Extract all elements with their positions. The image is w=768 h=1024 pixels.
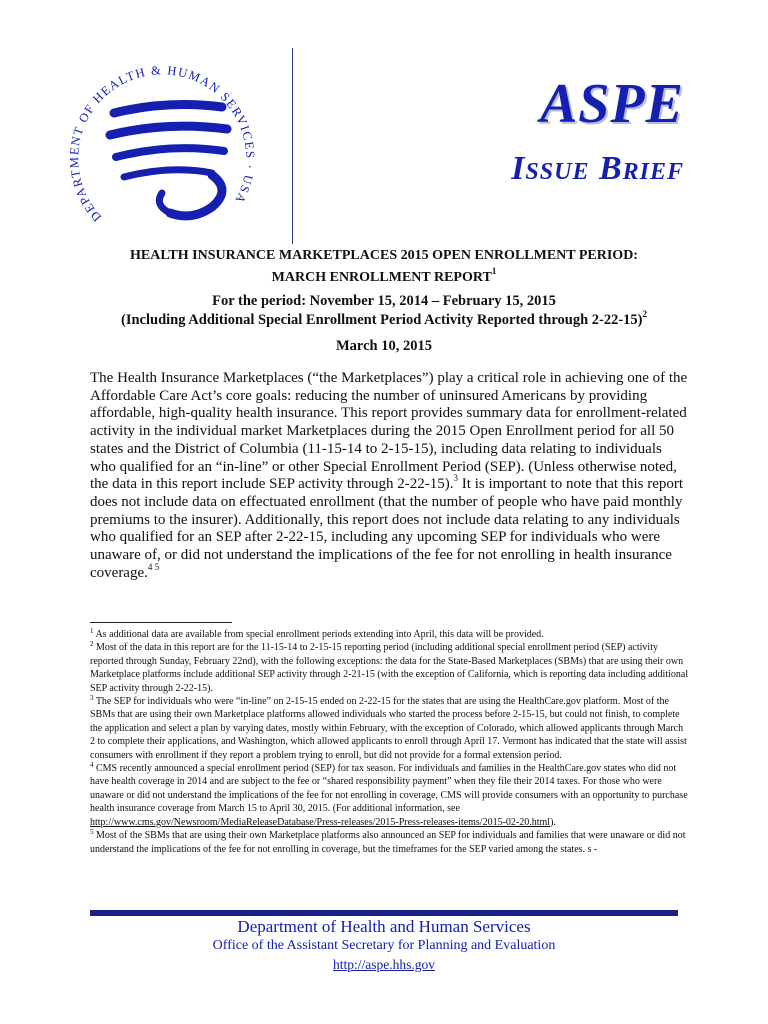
header-divider <box>292 48 293 244</box>
footnotes <box>90 628 690 856</box>
footnote-divider <box>90 622 232 623</box>
footnote-ref-4-5[interactable]: 4 5 <box>147 561 160 572</box>
footnote-5: $^5$ Most of the SBMs that are using their own Marketplace platforms also announced an SEP for individuals and families that were unaware or did not understand the implications of the fee for not enrolling in coverage, but the timeframes for the SEP varied among the states. s - <box>90 828 686 855</box>
footnote-2: $^2$ Most of the data in this report are for the 11-15-14 to 2-15-15 reporting period (including additional special enrollment period (SEP) activity reported through Sunday, February 22nd), with the following exceptions: the data for the State-Based Marketplaces (SBMs) that are using their own Marketplace platforms include additional SEP activity through 2-21-15 (with the exception of California, which is reporting data including additional SEP activity through 2-22-15). <box>90 640 689 694</box>
intro-paragraph: The Health Insurance Marketplaces (“the Marketplaces”) play a critical role in achieving one of the Affordable Care Act’s core goals: reducing the number of uninsured Americans by providing affordable, high-quality health insurance. This report provides summary data for enrollment-related activity in the individual market Marketplaces during the 2015 Open Enrollment period for all 50 states and the District of Columbia (11-15-14 to 2-15-15), including data relating to individuals who qualified for an “in-line” or other Special Enrollment Period (SEP). (Unless otherwise noted, the data in this report include SEP activity through 2-22-15).$^3$ It is important to note that this report does not include data on effectuated enrollment (that the number of people who have paid monthly premiums to the insurer). Additionally, this report does not include data relating to any individuals who qualified for an SEP after 2-22-15, including any upcoming SEP for individuals who were unaware of, or did not understand the implications of the fee for not enrolling in health insurance coverage.$^{4 5}$ <box>90 370 688 581</box>
report-period-line2: (Including Additional Special Enrollment Period Activity Reported through 2-22-15)$^2$ <box>121 309 647 328</box>
footer-department: Department of Health and Human Services <box>237 917 531 936</box>
aspe-website-link[interactable]: http://aspe.hhs.gov <box>333 957 435 972</box>
cms-press-release-link[interactable]: http://www.cms.gov/Newsroom/MediaReleaseDatabase/Press-releases/2015-Press-releases-items/2015-02-20.html <box>90 816 551 828</box>
brand-title: ASPE <box>539 73 684 135</box>
footer-office: Office of the Assistant Secretary for Planning and Evaluation <box>212 938 556 953</box>
report-title-line1: HEALTH INSURANCE MARKETPLACES 2015 OPEN ENROLLMENT PERIOD: <box>130 248 638 263</box>
issue-brief-title: Issue Brief <box>511 150 684 187</box>
hhs-seal-logo <box>62 55 276 241</box>
footnote-ref-1[interactable]: 1 <box>491 266 497 276</box>
footnote-3: $^3$ The SEP for individuals who were “in-line” on 2-15-15 ended on 2-22-15 for the states that are using the HealthCare.gov platform. Most of the SBMs that are using their own Marketplace platforms allowed individuals who started the process before 2-15-15, but could not finish, to complete the application and select a plan by varying dates, mostly within February, with the exception of Colorado, which allowed applicants through March 2 to complete their applications, and Washington, which allowed applicants to enroll through April 17. Vermont has indicated that the state will assist consumers with enrollment if they report a problem trying to enroll, but did not provide for a formal extension period. <box>90 694 687 761</box>
report-title-line2: MARCH ENROLLMENT REPORT$^1$ <box>271 266 497 285</box>
seal-text: DEPARTMENT OF HEALTH & HUMAN SERVICES · USA <box>66 63 258 225</box>
footnote-ref-2[interactable]: 2 <box>642 309 647 319</box>
footnote-4: $^4$ CMS recently announced a special enrollment period (SEP) for tax season. For individuals and families in the HealthCare.gov states who did not have health coverage in 2014 and are subject to the fee or “shared responsibility payment” when they file their 2014 taxes. For those who were unaware or did not understand the implications of the fee for not enrolling in coverage, CMS will provide consumers with an opportunity to purchase health insurance coverage from March 15 to April 30, 2015. (For additional information, see http://www.cms.gov/Newsroom/MediaReleaseDatabase/Press-releases/2015-Press-releases-items/2015-02-20.html). <box>90 761 688 828</box>
report-period-line1: For the period: November 15, 2014 – February 15, 2015 <box>212 293 556 309</box>
footer-bar <box>90 910 678 916</box>
eagle-icon <box>110 105 227 216</box>
footnote-ref-3[interactable]: 3 <box>453 473 459 484</box>
report-title <box>80 245 688 289</box>
report-date: March 10, 2015 <box>336 338 432 354</box>
footnote-1: $^1$ As additional data are available from special enrollment periods extending into April, this data will be provided. <box>90 627 544 640</box>
footer-url <box>90 957 678 973</box>
report-period <box>80 292 688 330</box>
